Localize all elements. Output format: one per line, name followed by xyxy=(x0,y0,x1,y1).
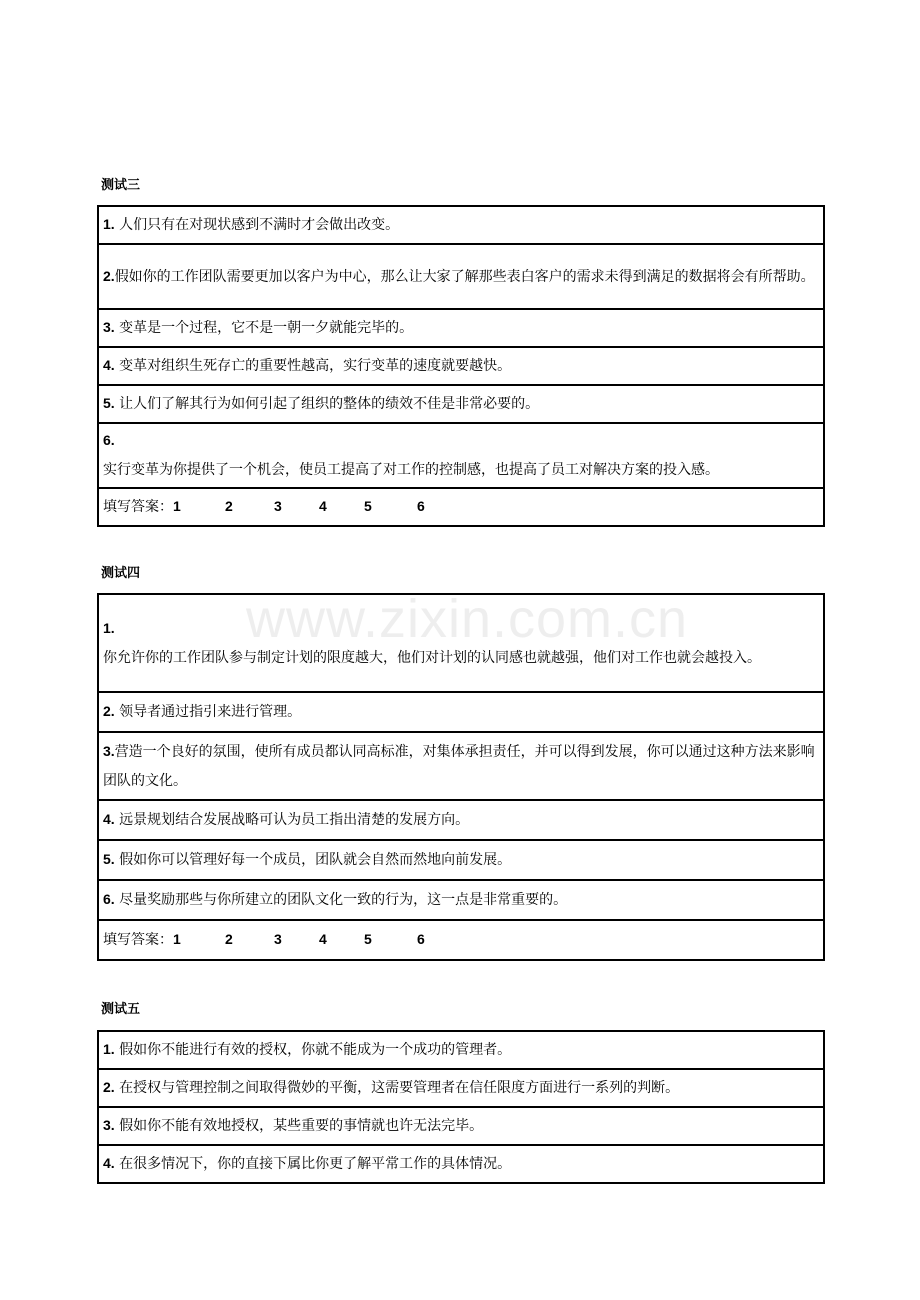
question-number: 2. xyxy=(103,703,115,719)
question-table-test3 xyxy=(97,205,825,527)
question-row xyxy=(98,1107,824,1145)
question-number: 3. xyxy=(103,1117,115,1133)
section-title-test3: 测试三 xyxy=(101,178,141,193)
answer-label: 填写答案： xyxy=(103,499,173,515)
question-row xyxy=(98,244,824,309)
question-text: 假如你可以管理好每一个成员，团队就会自然而然地向前发展。 xyxy=(114,852,512,868)
question-text: 在很多情况下，你的直接下属比你更了解平常工作的具体情况。 xyxy=(114,1156,512,1172)
question-text: 你允许你的工作团队参与制定计划的限度越大，他们对计划的认同感也就越强，他们对工作也就会越投入。 xyxy=(103,649,761,666)
question-row xyxy=(98,206,824,244)
watermark: www.zixin.com.cn xyxy=(245,589,689,649)
question-number: 6. xyxy=(103,891,115,907)
question-text: 尽量奖励那些与你所建立的团队文化一致的行为，这一点是非常重要的。 xyxy=(114,892,568,908)
question-number: 1. xyxy=(103,619,115,636)
question-number: 4. xyxy=(103,1155,115,1171)
answer-option: 6 xyxy=(417,931,425,947)
question-row xyxy=(98,732,824,800)
answer-option: 4 xyxy=(319,931,327,947)
question-row xyxy=(98,385,824,423)
question-row xyxy=(98,1031,824,1069)
question-row xyxy=(98,1145,824,1183)
question-table-test4 xyxy=(97,593,825,961)
question-number: 6. xyxy=(103,432,115,448)
answer-option: 3 xyxy=(274,498,282,514)
question-text: 人们只有在对现状感到不满时才会做出改变。 xyxy=(114,217,400,233)
answer-option: 4 xyxy=(319,498,327,514)
question-row xyxy=(98,800,824,840)
answer-option: 2 xyxy=(225,931,233,947)
question-number: 5. xyxy=(103,851,115,867)
answer-option: 1 xyxy=(173,498,181,514)
question-text: 让人们了解其行为如何引起了组织的整体的绩效不佳是非常必要的。 xyxy=(114,396,540,412)
question-row xyxy=(98,840,824,880)
answer-option: 1 xyxy=(173,931,181,947)
question-text: 变革对组织生死存亡的重要性越高，实行变革的速度就要越快。 xyxy=(114,358,512,374)
question-text: 实行变革为你提供了一个机会，使员工提高了对工作的控制感，也提高了员工对解决方案的投入感。 xyxy=(103,462,719,478)
answer-label: 填写答案： xyxy=(103,932,173,948)
question-row xyxy=(98,1069,824,1107)
question-text: 营造一个良好的氛围，使所有成员都认同高标准，对集体承担责任，并可以得到发展，你可以通过这种方法来影响团队的文化。 xyxy=(103,743,815,789)
answer-row xyxy=(98,920,824,960)
question-row xyxy=(98,692,824,732)
question-number: 2. xyxy=(103,1079,115,1095)
question-row xyxy=(98,880,824,920)
answer-option: 5 xyxy=(364,498,372,514)
question-number: 4. xyxy=(103,357,115,373)
answer-option: 5 xyxy=(364,931,372,947)
question-row xyxy=(98,309,824,347)
answer-row xyxy=(98,488,824,526)
question-text: 假如你不能有效地授权，某些重要的事情就也许无法完毕。 xyxy=(114,1118,484,1134)
answer-option: 6 xyxy=(417,498,425,514)
question-number: 1. xyxy=(103,1041,115,1057)
question-text: 领导者通过指引来进行管理。 xyxy=(114,704,302,720)
question-number: 3. xyxy=(103,742,115,759)
question-row xyxy=(98,423,824,488)
question-text: 变革是一个过程，它不是一朝一夕就能完毕的。 xyxy=(114,320,414,336)
question-number: 2. xyxy=(103,267,115,284)
question-row xyxy=(98,594,824,692)
question-row xyxy=(98,347,824,385)
question-text: 在授权与管理控制之间取得微妙的平衡，这需要管理者在信任限度方面进行一系列的判断。 xyxy=(114,1080,680,1096)
question-text: 假如你的工作团队需要更加以客户为中心，那么让大家了解那些表白客户的需求未得到满足的数据将会有所帮助。 xyxy=(114,268,815,285)
question-number: 3. xyxy=(103,319,115,335)
question-text: 假如你不能进行有效的授权，你就不能成为一个成功的管理者。 xyxy=(114,1042,512,1058)
section-title-test5: 测试五 xyxy=(101,1002,141,1017)
question-number: 4. xyxy=(103,811,115,827)
question-number: 1. xyxy=(103,216,115,232)
question-number: 5. xyxy=(103,395,115,411)
question-table-test5 xyxy=(97,1030,825,1184)
answer-option: 2 xyxy=(225,498,233,514)
question-text: 远景规划结合发展战略可认为员工指出清楚的发展方向。 xyxy=(114,812,470,828)
section-title-test4: 测试四 xyxy=(101,566,141,581)
answer-option: 3 xyxy=(274,931,282,947)
